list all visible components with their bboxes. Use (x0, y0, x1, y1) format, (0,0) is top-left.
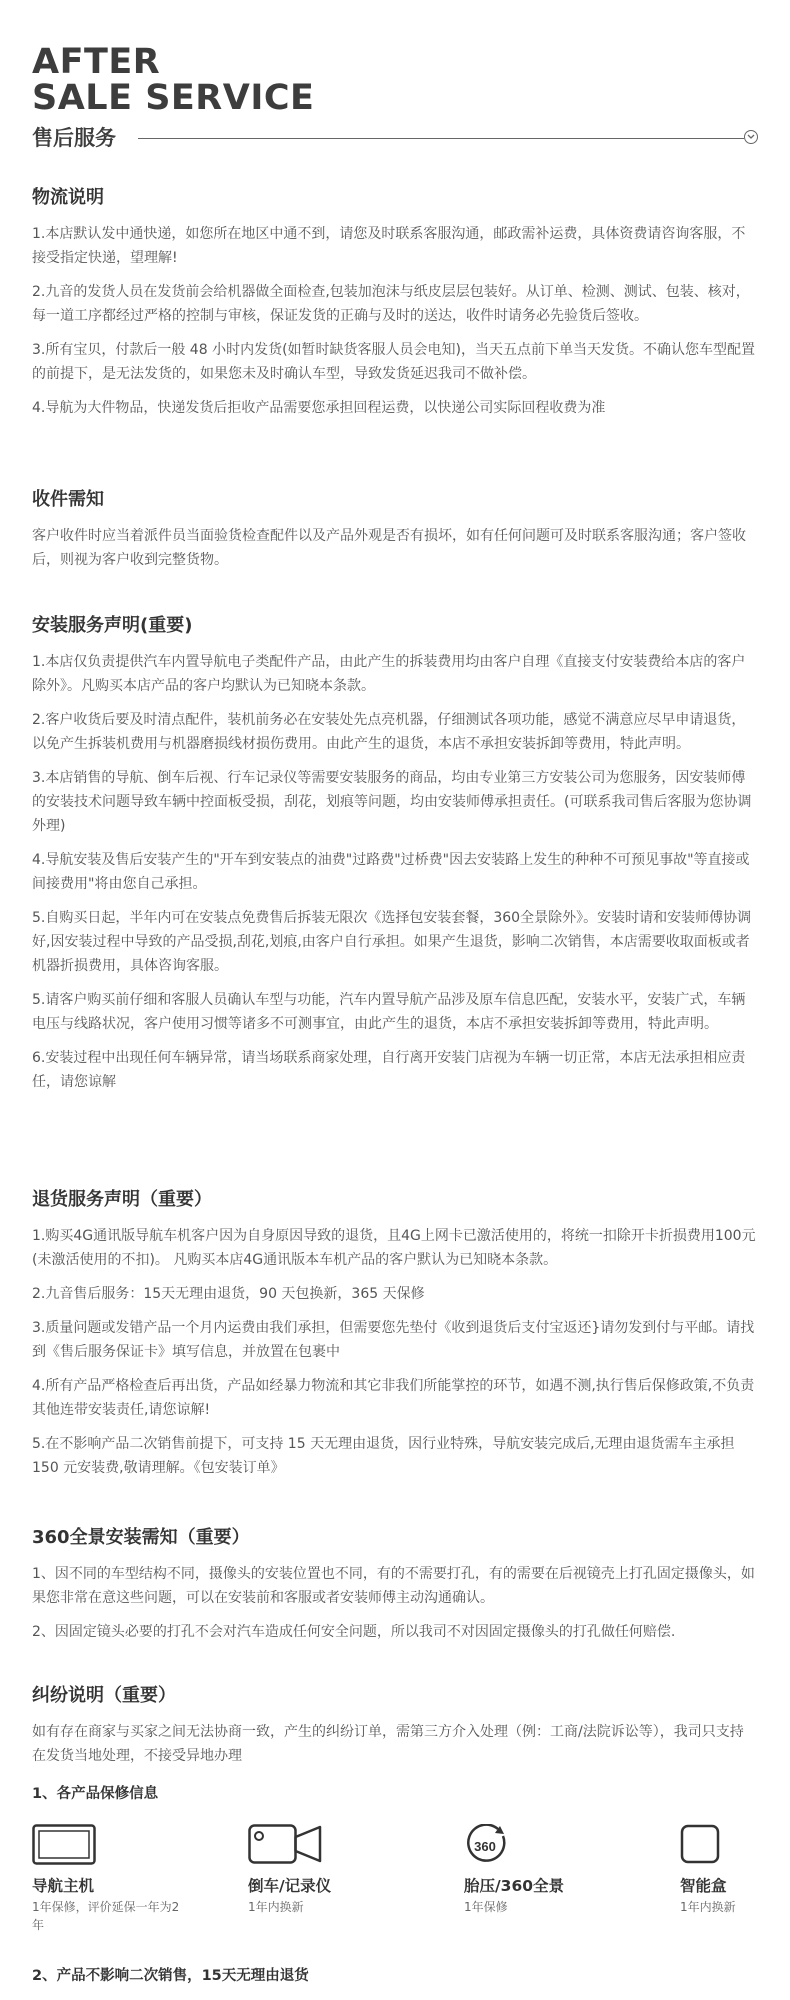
paragraph: 2.九音售后服务：15天无理由退货，90 天包换新，365 天保修 (32, 1286, 425, 1302)
reverse-camera-recorder-icon (248, 1824, 408, 1866)
paragraph: 5.请客户购买前仔细和客服人员确认车型与功能，汽车内置导航产品涉及原车信息匹配，安装水平，安装广式，车辆电压与线路状况，客户使用习惯等诸多不可测事宜，由此产生的退货，本店不承担安装拆卸等费用，特此声明。 (32, 992, 746, 1032)
return-policy-heading: 2、产品不影响二次销售，15天无理由退货 (32, 1968, 309, 1984)
paragraph: 5.在不影响产品二次销售前提下，可支持 15 天无理由退货，因行业特殊，导航安装完成后,无理由退货需车主承担 150 元安装费,敬请理解。《包安装订单》 (32, 1436, 735, 1476)
product-desc: 1年内换新 (248, 1900, 304, 1914)
product-title: 导航主机 (32, 1877, 95, 1895)
section-title: 360全景安装需知（重要） (32, 1527, 250, 1548)
tire-360-icon-label: 360 (474, 1839, 496, 1854)
navigation-head-unit-icon (32, 1824, 192, 1866)
paragraph: 2.九音的发货人员在发货前会给机器做全面检查,包装加泡沫与纸皮层层包装好。从订单、检测、测试、包装、核对，每一道工序都经过严格的控制与审核，保证发货的正确与及时的送达，收件时请务必先验货后签收。 (32, 284, 750, 324)
paragraph: 4.导航安装及售后安装产生的"开车到安装点的油费"过路费"过桥费"因去安装路上发生的种种不可预见事故"等直接或间接费用"将由您自己承担。 (32, 852, 750, 892)
paragraph: 3.本店销售的导航、倒车后视、行车记录仪等需要安装服务的商品，均由专业第三方安装公司为您服务，因安装师傅的安装技术问题导致车辆中控面板受损，刮花，划痕等问题，均由安装师傅承担责任。(可联系我司售后客服为您协调外理) (32, 770, 752, 834)
paragraph: 客户收件时应当着派件员当面验货检查配件以及产品外观是否有损坏，如有任何问题可及时联系客服沟通；客户签收后，则视为客户收到完整货物。 (32, 528, 746, 568)
section-disputes (32, 1684, 757, 1778)
paragraph: 1、因不同的车型结构不同，摄像头的安装位置也不同，有的不需要打孔，有的需要在后视镜壳上打孔固定摄像头，如果您非常在意这些问题，可以在安装前和客服或者安装师傅主动沟通确认。 (32, 1566, 755, 1606)
paragraph: 2、因固定镜头必要的打孔不会对汽车造成任何安全问题，所以我司不对因固定摄像头的打孔做任何赔偿. (32, 1624, 676, 1640)
paragraph: 5.自购买日起，半年内可在安装点免费售后拆装无限次《选择包安装套餐，360全景除外》。安装时请和安装师傅协调好,因安装过程中导致的产品受损,刮花,划痕,由客户自行承担。如果产生退货，影响二次销售，本店需要收取面板或者机器折损费用，具体咨询客服。 (32, 910, 752, 974)
product-title: 倒车/记录仪 (248, 1877, 332, 1895)
hero-chinese-title: 售后服务 (32, 126, 116, 150)
product-desc: 1年保修 (464, 1900, 508, 1914)
chevron-down-icon (744, 130, 758, 144)
hero-divider-line (138, 138, 744, 139)
section-returns (32, 1188, 757, 1490)
paragraph: 如有存在商家与买家之间无法协商一致，产生的纠纷订单，需第三方介入处理（例：工商/法院诉讼等），我司只支持在发货当地处理，不接受异地办理 (32, 1724, 744, 1764)
product-warranty-grid (32, 1824, 762, 1964)
section-title: 退货服务声明（重要） (32, 1189, 212, 1210)
tire-pressure-360-icon (464, 1824, 624, 1866)
section-title: 纠纷说明（重要） (32, 1685, 176, 1706)
hero-header (32, 44, 758, 156)
paragraph: 4.导航为大件物品，快递发货后拒收产品需要您承担回程运费，以快递公司实际回程收费为准 (32, 400, 606, 416)
product-camera-recorder (248, 1824, 408, 1916)
product-desc: 1年内换新 (680, 1900, 736, 1914)
paragraph: 1.本店仅负责提供汽车内置导航电子类配件产品，由此产生的拆装费用均由客户自理《直接支付安装费给本店的客户除外》。凡购买本店产品的客户均默认为已知晓本条款。 (32, 654, 746, 694)
paragraph: 3.质量问题或发错产品一个月内运费由我们承担，但需要您先垫付《收到退货后支付宝返还}请勿发到付与平邮。请找到《售后服务保证卡》填写信息，并放置在包裹中 (32, 1320, 755, 1360)
hero-english-line-2: SALE SERVICE (32, 78, 315, 118)
section-title: 收件需知 (32, 489, 104, 510)
section-receiving (32, 488, 757, 582)
hero-english-line-1: AFTER (32, 42, 161, 82)
warranty-heading: 1、各产品保修信息 (32, 1786, 159, 1802)
paragraph: 2.客户收货后要及时清点配件，装机前务必在安装处先点亮机器，仔细测试各项功能，感觉不满意应尽早申请退货，以免产生拆装机费用与机器磨损线材损伤费用。由此产生的退货，本店不承担安装拆卸等费用，特此声明。 (32, 712, 746, 752)
paragraph: 4.所有产品严格检查后再出货，产品如经暴力物流和其它非我们所能掌控的环节，如遇不测,执行售后保修政策,不负责其他连带安装责任,请您谅解! (32, 1378, 755, 1418)
section-title: 物流说明 (32, 187, 104, 208)
paragraph: 1.购买4G通讯版导航车机客户因为自身原因导致的退货，且4G上网卡已激活使用的，将统一扣除开卡折损费用100元(未激活使用的不扣)。 凡购买本店4G通讯版本车机产品的客户默认为已知晓本条款。 (32, 1228, 756, 1268)
section-360-install (32, 1526, 757, 1654)
section-title: 安装服务声明(重要) (32, 615, 193, 636)
product-title: 胎压/360全景 (464, 1877, 565, 1895)
section-installation (32, 614, 757, 1104)
product-smart-box (680, 1824, 790, 1916)
product-title: 智能盒 (680, 1877, 727, 1895)
paragraph: 3.所有宝贝，付款后一般 48 小时内发货(如暂时缺货客服人员会电知)，当天五点前下单当天发货。不确认您车型配置的前提下，是无法发货的，如果您未及时确认车型，导致发货延迟我司不做补偿。 (32, 342, 755, 382)
product-desc: 1年保修，评价延保一年为2年 (32, 1900, 180, 1932)
smart-box-icon (680, 1824, 790, 1866)
hero-chinese-row (32, 120, 758, 156)
product-navigation (32, 1824, 192, 1934)
product-tire-pressure-360 (464, 1824, 624, 1916)
paragraph: 1.本店默认发中通快递，如您所在地区中通不到，请您及时联系客服沟通，邮政需补运费，具体资费请咨询客服，不接受指定快递，望理解! (32, 226, 746, 266)
paragraph: 6.安装过程中出现任何车辆异常，请当场联系商家处理，自行离开安装门店视为车辆一切正常，本店无法承担相应责任，请您谅解 (32, 1050, 746, 1090)
section-logistics (32, 186, 757, 430)
